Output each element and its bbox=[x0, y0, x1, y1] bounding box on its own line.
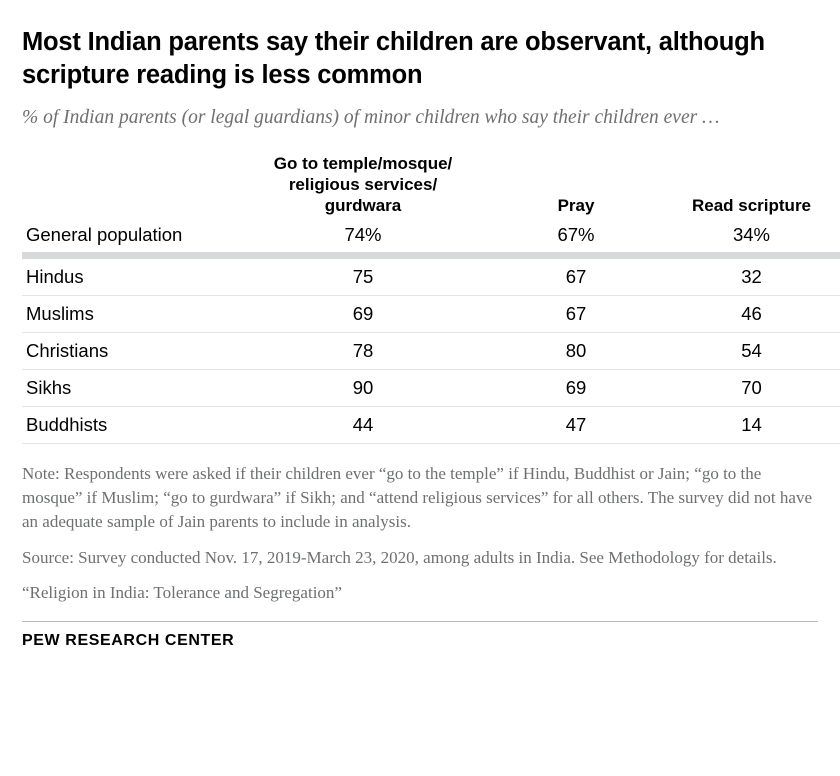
row-label-hindus: Hindus bbox=[22, 259, 234, 296]
table-separator bbox=[22, 252, 840, 259]
cell-muslims-read-scripture: 46 bbox=[660, 296, 840, 333]
report-title-text: “Religion in India: Tolerance and Segregation” bbox=[22, 582, 342, 602]
brand-label: PEW RESEARCH CENTER bbox=[22, 631, 235, 649]
cell-buddhists-pray: 47 bbox=[492, 407, 660, 444]
source-text: Source: Survey conducted Nov. 17, 2019-March 23, 2020, among adults in India. See Methodology for details. bbox=[22, 547, 777, 567]
cell-sikhs-read-scripture: 70 bbox=[660, 370, 840, 407]
row-label-general-population: General population bbox=[26, 224, 183, 246]
cell-general-population-services: 74% bbox=[344, 224, 382, 246]
cell-muslims-services: 69 bbox=[234, 296, 492, 333]
column-header-services-line1: Go to temple/mosque/ bbox=[273, 153, 453, 173]
cell-muslims-pray: 67 bbox=[492, 296, 660, 333]
column-header-services-line3: gurdwara bbox=[324, 196, 402, 216]
row-label-sikhs: Sikhs bbox=[22, 370, 234, 407]
cell-buddhists-read-scripture: 14 bbox=[660, 407, 840, 444]
data-table bbox=[22, 153, 840, 444]
table-row bbox=[22, 259, 840, 296]
cell-hindus-services: 75 bbox=[234, 259, 492, 296]
table-row bbox=[22, 333, 840, 370]
column-header-services bbox=[234, 153, 492, 221]
cell-christians-pray: 80 bbox=[492, 333, 660, 370]
note-text: Note: Respondents were asked if their children ever “go to the temple” if Hindu, Buddhist or Jain; “go to the mosque” if Muslim; “go to gurdwara” if Sikh; and “attend religious services” for all others. The survey did not have an adequate sample of Jain parents to include in analysis. bbox=[22, 464, 812, 532]
row-label-muslims: Muslims bbox=[22, 296, 234, 333]
table-separator-bar bbox=[22, 252, 840, 259]
cell-buddhists-services: 44 bbox=[234, 407, 492, 444]
cell-general-population-pray: 67% bbox=[557, 224, 595, 246]
cell-christians-read-scripture: 54 bbox=[660, 333, 840, 370]
table-row bbox=[22, 370, 840, 407]
chart-subtitle: % of Indian parents (or legal guardians) of minor children who say their children ever … bbox=[22, 107, 720, 129]
table-header bbox=[22, 153, 840, 221]
column-header-read-scripture: Read scripture bbox=[691, 196, 812, 216]
cell-sikhs-services: 90 bbox=[234, 370, 492, 407]
footer-divider bbox=[22, 621, 818, 622]
page-title: Most Indian parents say their children are observant, although scripture reading is less common bbox=[22, 28, 765, 89]
table-row bbox=[22, 407, 840, 444]
cell-sikhs-pray: 69 bbox=[492, 370, 660, 407]
column-header-pray: Pray bbox=[557, 196, 595, 216]
table-header-row bbox=[22, 153, 840, 221]
column-header-services-line2: religious services/ bbox=[288, 175, 438, 195]
cell-general-population-read-scripture: 34% bbox=[732, 224, 771, 246]
row-label-buddhists: Buddhists bbox=[22, 407, 234, 444]
table-row bbox=[22, 296, 840, 333]
table-body bbox=[22, 221, 840, 444]
cell-hindus-pray: 67 bbox=[492, 259, 660, 296]
column-header-blank bbox=[22, 153, 234, 221]
chart-notes bbox=[22, 462, 812, 605]
cell-christians-services: 78 bbox=[234, 333, 492, 370]
table-row bbox=[22, 221, 840, 252]
cell-hindus-read-scripture: 32 bbox=[660, 259, 840, 296]
row-label-christians: Christians bbox=[22, 333, 234, 370]
